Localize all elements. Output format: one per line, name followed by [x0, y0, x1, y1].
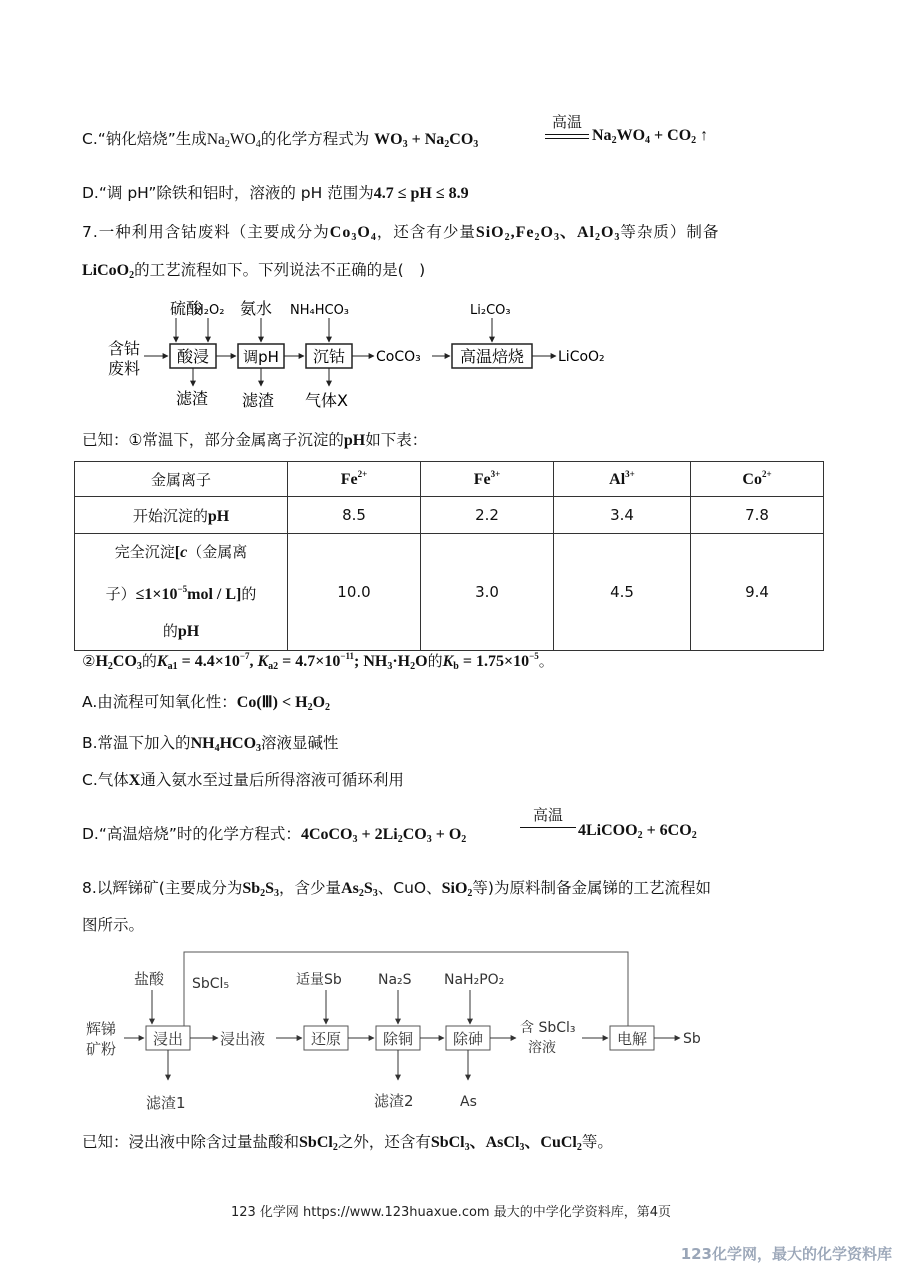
q8-box3-label: 除铜	[382, 1030, 414, 1048]
table-header-al3: $Al^{3+}$	[554, 462, 691, 497]
table-row-start	[75, 497, 824, 534]
table-header-fe3: $Fe^{3+}$	[421, 462, 554, 497]
table-header-co2: $Co^{2+}$	[691, 462, 824, 497]
q7-option-a: A.由流程可知氧化性：Co(Ⅲ) < $H_2O_2$	[82, 693, 331, 713]
q7-input-line2: 废料	[108, 359, 141, 378]
q7-box1-label: 酸浸	[176, 347, 210, 366]
q7-stem-line2: LiCoO$_2$的工艺流程如下。下列说法不正确的是( )	[82, 261, 426, 281]
q7-waste-1: 滤渣	[176, 389, 209, 408]
q8-mid-1: 浸出液	[220, 1030, 266, 1048]
table-row-label: 完全沉淀[c（金属离 子）$\le 1\times 10^{-5}mol / L$]的 的pH	[75, 534, 288, 651]
q8-output: Sb	[683, 1031, 701, 1047]
q7-input-line1: 含钴	[108, 339, 141, 358]
watermark: 123化学网，最大的化学资料库	[680, 1245, 892, 1263]
q8-box2-label: 还原	[310, 1030, 342, 1048]
q6-option-c: C.“钠化焙烧”生成$Na_2WO_4$的化学方程式为 $WO_3 + Na_2CO_3$	[82, 130, 479, 150]
q7-reagent-4: NH₄HCO₃	[290, 303, 350, 318]
table-row-complete	[75, 534, 824, 651]
q8-box1-label: 浸出	[152, 1030, 184, 1048]
table-row-label: 开始沉淀的pH	[75, 497, 288, 534]
q6-option-d: D.“调 pH”除铁和铝时，溶液的 pH 范围为4.7 ≤ pH ≤ 8.9	[82, 184, 469, 202]
q8-reagent-4: Na₂S	[378, 972, 412, 988]
table-cell: 10.0	[288, 534, 421, 651]
table-header-fe2: $Fe^{2+}$	[288, 462, 421, 497]
q8-waste-2: 滤渣2	[374, 1092, 414, 1110]
q8-input-line1: 辉锑	[86, 1020, 117, 1038]
q7-waste-3: 气体X	[305, 391, 348, 410]
q8-reagent-5: NaH₂PO₂	[444, 972, 505, 988]
q8-reagent-2: SbCl₅	[192, 976, 230, 992]
q7-option-d: D.“高温焙烧”时的化学方程式：4CoCO$_3$ + $2Li_2CO_3 + O_2$	[82, 825, 467, 845]
q8-stem-line2: 图所示。	[82, 916, 145, 934]
q7-option-d-products: 4LiCOO$_2$ + $6CO_2$	[578, 822, 697, 841]
table-header-ion: 金属离子	[75, 462, 288, 497]
q7-box3-label: 沉钴	[312, 347, 346, 366]
q8-box5-label: 电解	[616, 1030, 648, 1048]
q8-mid-2b: 溶液	[528, 1040, 556, 1056]
q7-box4-label: 高温焙烧	[459, 347, 525, 366]
table-cell: 9.4	[691, 534, 824, 651]
q7-waste-2: 滤渣	[242, 391, 275, 410]
q8-reagent-1: 盐酸	[134, 970, 165, 988]
q8-stem-line1: 8.以辉锑矿(主要成分为$Sb_2S_3$，含少量$As_2S_3$、CuO、SiO$_2$等)为原料制备金属锑的工艺流程如	[82, 879, 711, 899]
q7-known-2: $②H_2CO_3$的$K_{a1} = 4.4\times 10^{-7}$, $K_{a2} = 4.7\times 10^{-11}$; $NH_3\cdot H_2O$的$K_b = 1.75\times 10^{-5}$。	[82, 651, 554, 672]
precipitation-ph-table	[74, 461, 824, 651]
q8-flow-diagram	[80, 946, 720, 1116]
q8-recycle-line	[184, 952, 628, 1028]
q6-option-c-products: $Na_2WO_4 + CO_2$ ↑	[592, 127, 709, 146]
table-cell: 3.4	[554, 497, 691, 534]
table-cell: 4.5	[554, 534, 691, 651]
table-header-row	[75, 462, 824, 497]
q7-mid-product: CoCO₃	[376, 349, 421, 365]
q7-reagent-5: Li₂CO₃	[470, 303, 511, 318]
q7-stem-line1: 7.一种利用含钴废料（主要成分为$Co_3O_4$，还含有少量$SiO_2,Fe_2O_3$、$Al_2O_3$等杂质）制备	[82, 223, 720, 243]
q7-output: LiCoO₂	[558, 349, 605, 365]
q8-waste-1: 滤渣1	[146, 1094, 186, 1112]
table-cell: 2.2	[421, 497, 554, 534]
q8-known: 已知：浸出液中除含过量盐酸和SbCl$_2$之外，还含有SbCl$_3$、AsCl$_3$、CuCl$_2$等。	[82, 1133, 613, 1153]
page-footer: 123 化学网 https://www.123huaxue.com 最大的中学化学资料库，第4页	[230, 1205, 671, 1220]
q6c-condition: 高温	[545, 111, 589, 139]
q8-reagent-3: 适量Sb	[296, 972, 342, 988]
q7-known-1: 已知：①常温下，部分金属离子沉淀的pH如下表：	[82, 431, 428, 449]
q8-input-line2: 矿粉	[86, 1040, 117, 1058]
q7-reagent-3: 氨水	[240, 299, 273, 318]
q7d-condition: 高温	[520, 804, 576, 828]
q7-box2-label: 调pH	[243, 348, 279, 366]
q7-flow-diagram	[100, 296, 640, 414]
q7-option-b: B.常温下加入的$NH_4HCO_3$溶液显碱性	[82, 734, 339, 754]
q8-box4-label: 除砷	[452, 1030, 484, 1048]
q8-waste-3: As	[460, 1094, 477, 1110]
q7-reagent-1: 硫酸	[170, 299, 203, 318]
table-cell: 7.8	[691, 497, 824, 534]
q7-reagent-2: H₂O₂	[194, 303, 225, 318]
table-cell: 3.0	[421, 534, 554, 651]
table-cell: 8.5	[288, 497, 421, 534]
q8-mid-2a: 含 SbCl₃	[520, 1020, 576, 1036]
q7-option-c: C.气体X通入氨水至过量后所得溶液可循环利用	[82, 771, 404, 789]
